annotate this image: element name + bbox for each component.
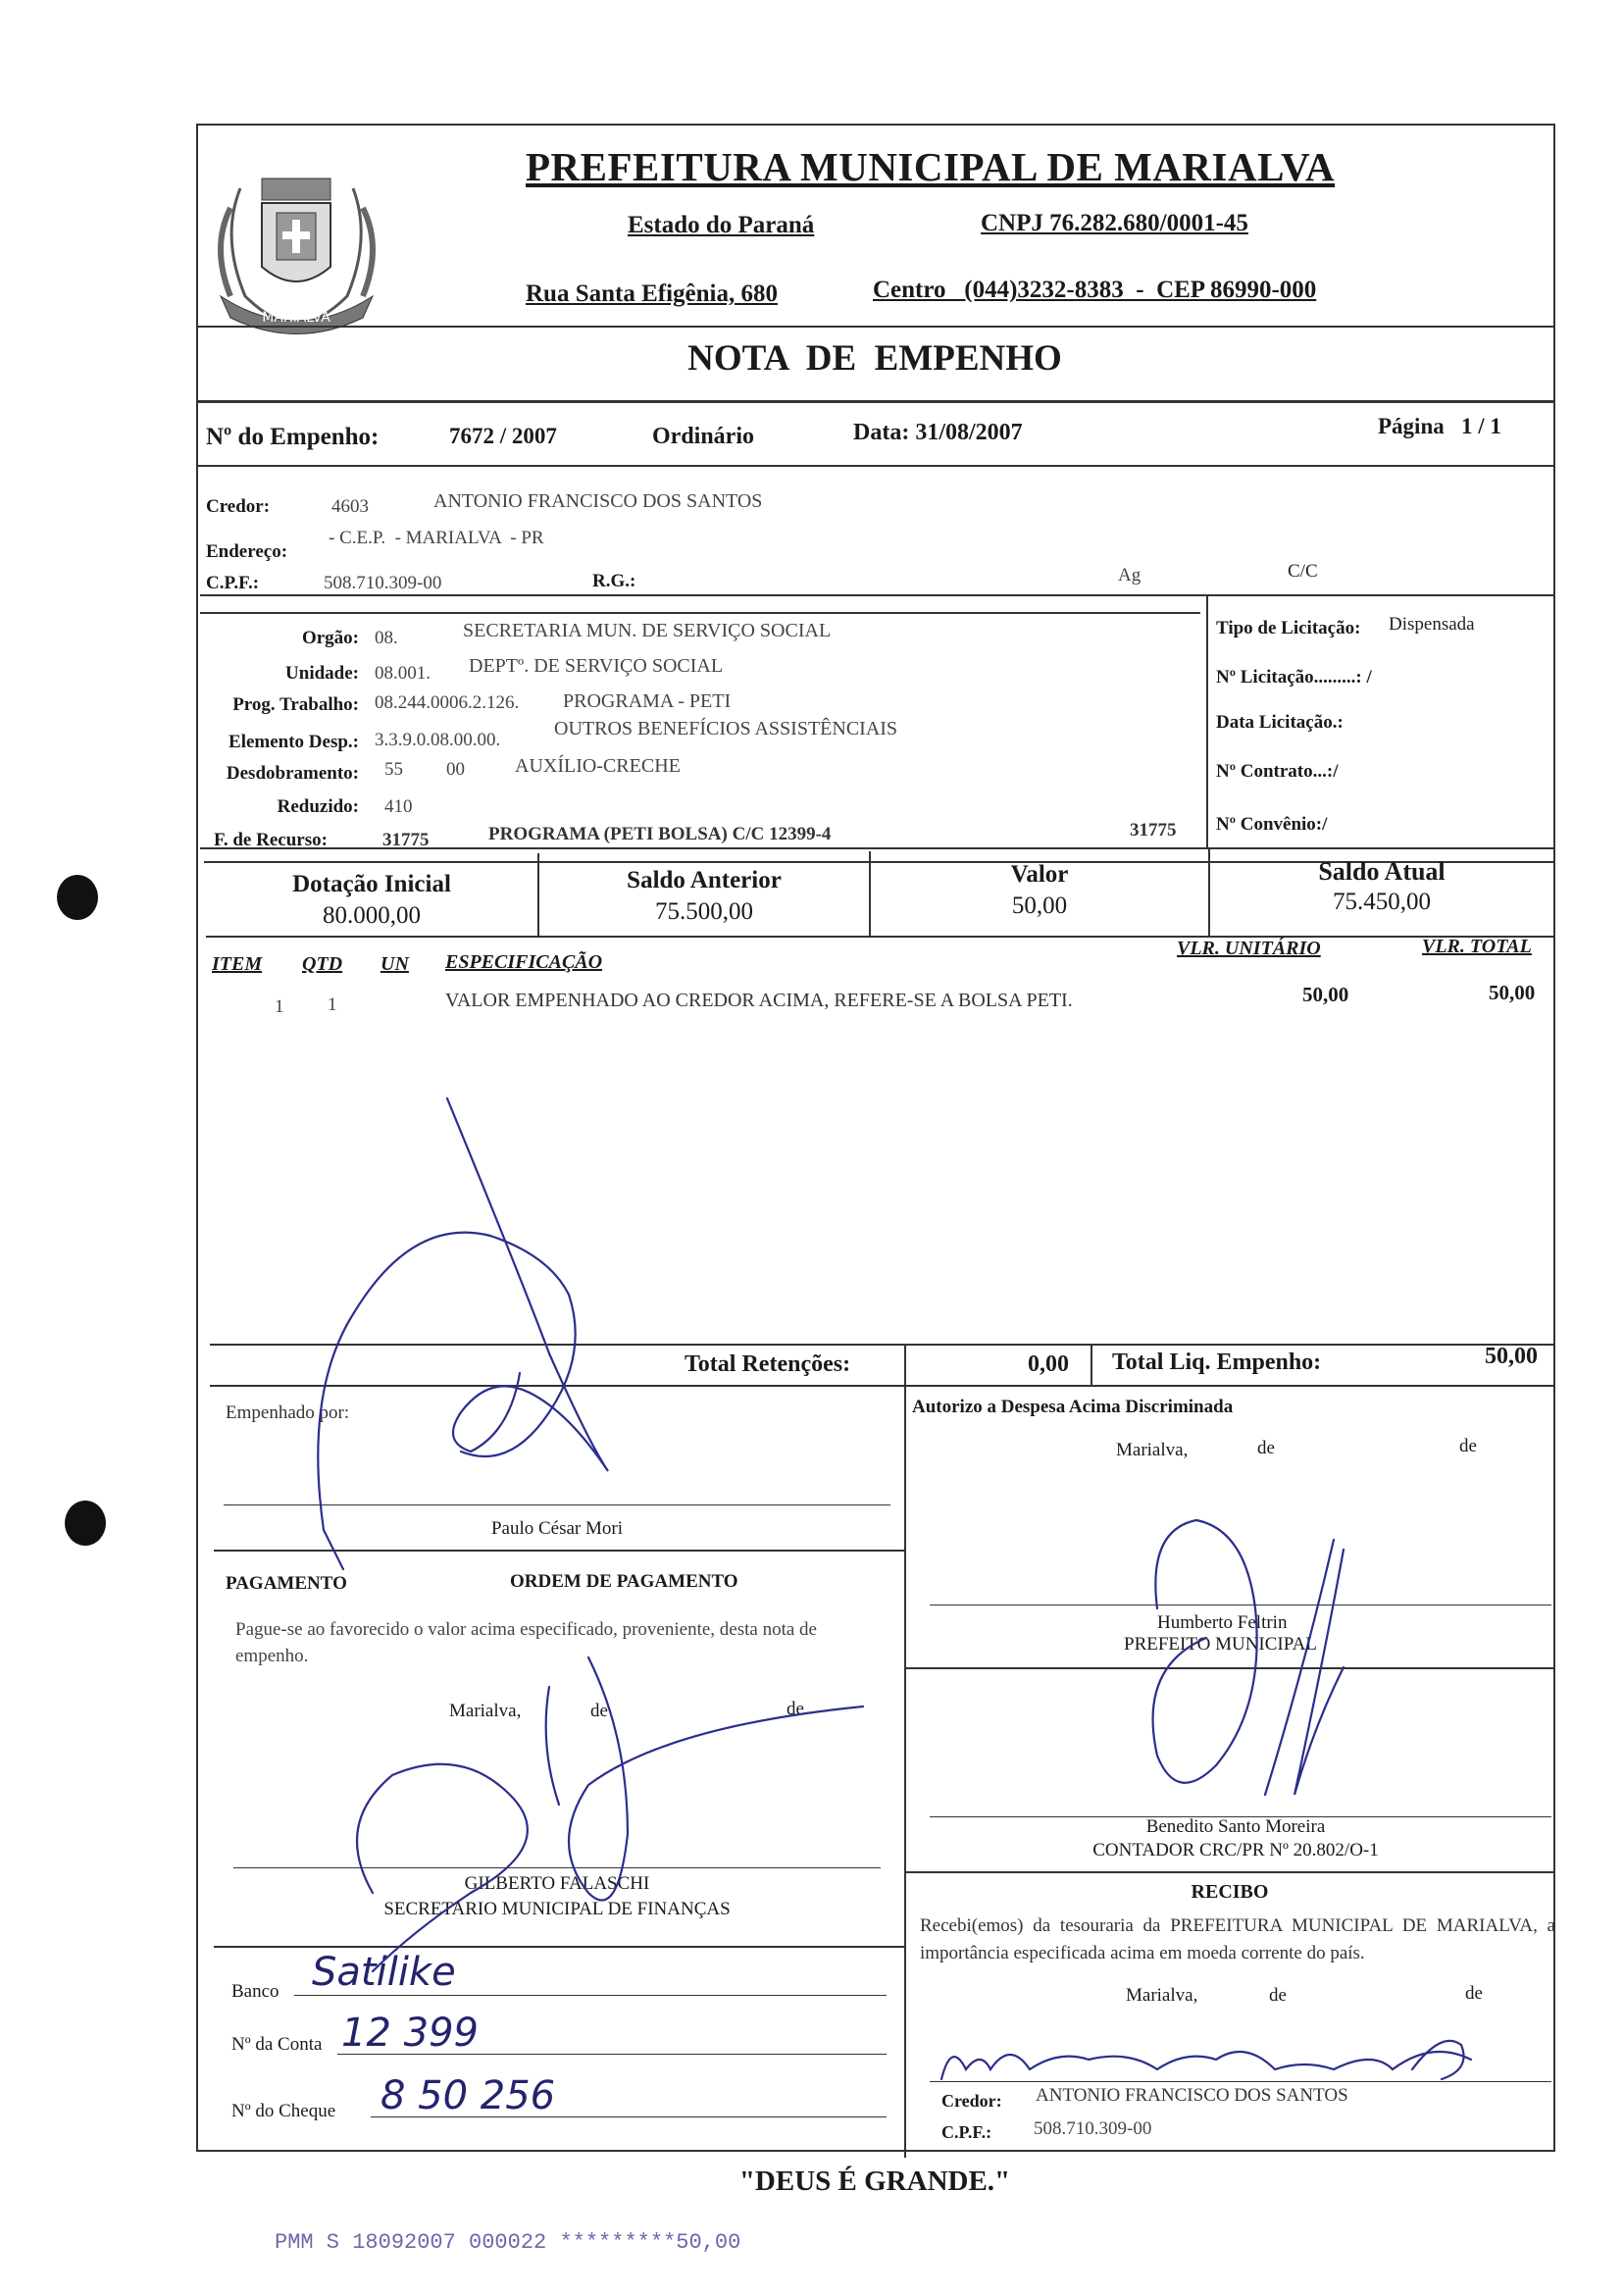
endereco-value: - C.E.P. - MARIALVA - PR <box>329 528 544 548</box>
conta-value: 12 399 <box>341 2011 479 2056</box>
autorizo-city: Marialva, <box>1116 1440 1189 1460</box>
col-un: UN <box>381 953 409 975</box>
rg-label: R.G.: <box>592 571 636 591</box>
item-qtd: 1 <box>328 994 337 1015</box>
col-total-value: VLR. TOTAL <box>1422 936 1532 957</box>
reduzido-label: Reduzido: <box>277 796 359 817</box>
page-number: Página 1 / 1 <box>1378 414 1501 438</box>
orgao-code: 08. <box>375 628 398 648</box>
unidade-desc: DEPTº. DE SERVIÇO SOCIAL <box>469 655 724 677</box>
recibo-credor-name: ANTONIO FRANCISCO DOS SANTOS <box>1036 2085 1348 2106</box>
address-contact: Centro (044)3232-8383 - CEP 86990-000 <box>873 277 1317 303</box>
autorizo-de-2: de <box>1459 1436 1477 1456</box>
contrato-number: Nº Contrato...:/ <box>1216 761 1339 782</box>
valor-value: 50,00 <box>1011 892 1068 919</box>
elemento-desc: OUTROS BENEFÍCIOS ASSISTÊNCIAIS <box>554 718 898 739</box>
autorizo-label: Autorizo a Despesa Acima Discriminada <box>912 1397 1234 1417</box>
empenhado-por-name: Paulo César Mori <box>490 1518 624 1539</box>
recibo-cpf-label: C.P.F.: <box>941 2122 992 2142</box>
document-title: NOTA DE EMPENHO <box>687 338 1062 379</box>
convenio-number: Nº Convênio:/ <box>1216 814 1328 835</box>
credor-code: 4603 <box>331 496 369 517</box>
state-label: Estado do Paraná <box>628 212 815 238</box>
orgao-label: Orgão: <box>301 628 359 648</box>
saldo-atual-label: Saldo Atual <box>1318 857 1446 886</box>
total-retencoes-value: 0,00 <box>1028 1351 1069 1377</box>
licitacao-number: Nº Licitação.........: / <box>1216 667 1372 688</box>
unidade-code: 08.001. <box>375 663 431 684</box>
elemento-code: 3.3.9.0.08.00.00. <box>375 730 501 750</box>
page-title: PREFEITURA MUNICIPAL DE MARIALVA <box>526 144 1336 189</box>
secretario-name: GILBERTO FALASCHI <box>464 1873 650 1894</box>
contador-name: Benedito Santo Moreira <box>1145 1816 1326 1837</box>
empenho-date: Data: 31/08/2007 <box>853 420 1023 445</box>
col-unit-value: VLR. UNITÁRIO <box>1177 938 1321 959</box>
empenho-number: 7672 / 2007 <box>449 424 557 448</box>
pagamento-de-2: de <box>787 1699 804 1719</box>
valor-label: Valor <box>1010 861 1069 888</box>
credor-name: ANTONIO FRANCISCO DOS SANTOS <box>433 490 763 512</box>
recibo-city: Marialva, <box>1126 1985 1198 2006</box>
saldo-anterior-label: Saldo Anterior <box>627 867 782 893</box>
total-liquido-value: 50,00 <box>1485 1344 1538 1369</box>
recurso-desc: PROGRAMA (PETI BOLSA) C/C 12399-4 <box>488 824 832 844</box>
cheque-label: Nº do Cheque <box>231 2101 336 2121</box>
ordem-pagamento-label: ORDEM DE PAGAMENTO <box>510 1571 738 1592</box>
cpf-value: 508.710.309-00 <box>324 573 442 593</box>
desdobramento-code-sub: 00 <box>446 759 465 780</box>
pagamento-de-1: de <box>590 1701 608 1721</box>
cnpj-label: CNPJ 76.282.680/0001-45 <box>981 210 1248 236</box>
prog-trabalho-code: 08.244.0006.2.126. <box>375 692 520 713</box>
recibo-de-2: de <box>1465 1983 1483 2004</box>
empenhado-por-label: Empenhado por: <box>226 1402 350 1423</box>
credor-label: Credor: <box>206 496 271 517</box>
ag-label: Ag <box>1118 565 1142 586</box>
autorizo-de-1: de <box>1257 1438 1275 1458</box>
licitacao-tipo-label: Tipo de Licitação: <box>1216 618 1361 638</box>
prefeito-role: PREFEITO MUNICIPAL <box>1124 1634 1317 1655</box>
total-retencoes-label: Total Retenções: <box>685 1351 851 1377</box>
desdobramento-desc: AUXÍLIO-CRECHE <box>515 755 681 777</box>
recibo-de-1: de <box>1269 1985 1287 2006</box>
desdobramento-label: Desdobramento: <box>226 763 359 784</box>
cheque-value: 8 50 256 <box>381 2073 556 2118</box>
recurso-label: F. de Recurso: <box>214 830 328 850</box>
col-qtd: QTD <box>302 953 343 975</box>
svg-text:MARIALVA: MARIALVA <box>262 310 330 326</box>
saldo-atual-value: 75.450,00 <box>1333 889 1431 915</box>
col-especificacao: ESPECIFICAÇÃO <box>445 951 603 973</box>
prefeito-name: Humberto Feltrin <box>1157 1612 1288 1633</box>
empenho-number-label: Nº do Empenho: <box>206 424 380 450</box>
recibo-credor-label: Credor: <box>941 2091 1002 2111</box>
orgao-desc: SECRETARIA MUN. DE SERVIÇO SOCIAL <box>463 620 832 641</box>
item-unit-value: 50,00 <box>1302 983 1349 1006</box>
item-total-value: 50,00 <box>1489 981 1536 1004</box>
pagamento-city: Marialva, <box>449 1701 522 1721</box>
pague-se-text: Pague-se ao favorecido o valor acima especificado, proveniente, desta nota de empenho. <box>235 1619 817 1666</box>
cpf-label: C.P.F.: <box>206 573 260 593</box>
recibo-cpf-value: 508.710.309-00 <box>1034 2118 1152 2139</box>
saldo-anterior-value: 75.500,00 <box>655 898 753 925</box>
conta-label: Nº da Conta <box>231 2034 323 2055</box>
dotacao-label: Dotação Inicial <box>292 871 451 897</box>
recibo-text: Recebi(emos) da tesouraria da PREFEITURA MUNICIPAL DE MARIALVA, a importância especificada acima em moeda corrente do país. <box>920 1915 1555 1963</box>
item-number: 1 <box>275 996 284 1017</box>
recurso-code: 31775 <box>382 830 430 850</box>
licitacao-tipo-value: Dispensada <box>1389 614 1475 635</box>
banco-value: Satilike <box>312 1950 456 1995</box>
secretario-role: SECRETARIO MUNICIPAL DE FINANÇAS <box>383 1899 731 1919</box>
contador-role: CONTADOR CRC/PR Nº 20.802/O-1 <box>1092 1840 1379 1860</box>
empenho-type: Ordinário <box>652 424 755 449</box>
pagamento-label: PAGAMENTO <box>226 1573 347 1594</box>
street-label: Rua Santa Efigênia, 680 <box>526 280 778 307</box>
recibo-label: RECIBO <box>1191 1881 1269 1903</box>
total-liquido-label: Total Liq. Empenho: <box>1112 1350 1322 1375</box>
payment-stamp: PMM S 18092007 000022 *********50,00 <box>275 2230 741 2255</box>
item-description: VALOR EMPENHADO AO CREDOR ACIMA, REFERE-SE A BOLSA PETI. <box>445 990 1073 1011</box>
desdobramento-code: 55 <box>384 759 403 780</box>
footer-motto: "DEUS É GRANDE." <box>738 2166 1011 2197</box>
unidade-label: Unidade: <box>285 663 359 684</box>
licitacao-date: Data Licitação.: <box>1216 712 1344 733</box>
dotacao-value: 80.000,00 <box>323 902 421 929</box>
reduzido-code: 410 <box>384 796 413 817</box>
elemento-label: Elemento Desp.: <box>228 732 359 752</box>
col-item: ITEM <box>212 953 263 975</box>
prog-trabalho-label: Prog. Trabalho: <box>232 694 359 715</box>
prog-trabalho-desc: PROGRAMA - PETI <box>563 690 732 712</box>
endereco-label: Endereço: <box>206 541 288 562</box>
recurso-code-2: 31775 <box>1130 820 1177 841</box>
banco-label: Banco <box>231 1981 279 2002</box>
cc-label: C/C <box>1288 561 1318 582</box>
